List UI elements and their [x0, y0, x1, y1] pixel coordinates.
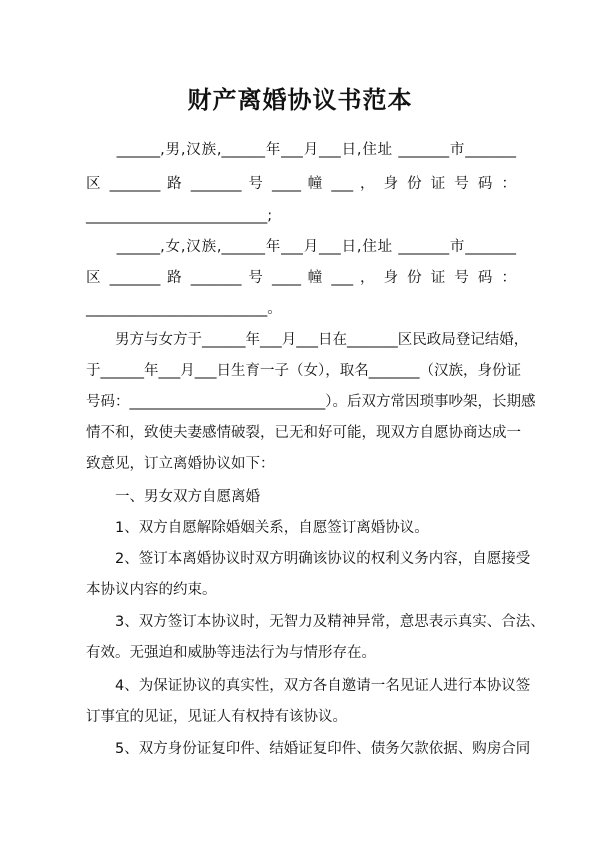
text-line-10: 情不和，致使夫妻感情破裂，已无和好可能，现双方自愿协商达成一 — [86, 425, 521, 441]
text-line-3: _________________________; — [86, 208, 273, 224]
clause-3-line-1: 3、双方签订本协议时，无智力及精神异常，意思表示真实、合法、 — [86, 614, 545, 630]
text-line-4: ______,女,汉族,______年___月___日,住址 _______市_______ — [86, 239, 516, 255]
clause-2-line-1: 2、签订本离婚协议时双方明确该协议的权利义务内容，自愿接受 — [86, 551, 531, 567]
text-line-1: ______,男,汉族,______年___月___日,住址 _______市_______ — [86, 142, 516, 158]
clause-1: 1、双方自愿解除婚姻关系，自愿签订离婚协议。 — [86, 520, 429, 536]
clause-3-line-2: 有效。无强迫和威胁等违法行为与情形存在。 — [86, 645, 376, 661]
document-title: 财产离婚协议书范本 — [187, 86, 413, 114]
text-line-7: 男方与女方于______年___月___日在_______区民政局登记结婚， — [86, 332, 529, 348]
text-line-6: _________________________。 — [86, 301, 282, 317]
text-line-8: 于______年___月___日生育一子（女），取名_______（汉族，身份证 — [86, 363, 521, 379]
clause-5-line-1: 5、双方身份证复印件、结婚证复印件、债务欠款依据、购房合同 — [86, 741, 531, 757]
section-heading: 一、男女双方自愿离婚 — [86, 489, 260, 505]
clause-4-line-2: 订事宜的见证，见证人有权持有该协议。 — [86, 709, 347, 725]
text-line-9: 号码：___________________________）。后双方常因琐事吵架，长期感 — [86, 394, 536, 410]
text-line-5: 区 _______ 路 _______ 号 ____ 幢 ___ ， 身 份 证 号 码 ： — [86, 270, 516, 286]
text-line-11: 致意见，订立离婚协议如下： — [86, 456, 275, 472]
clause-4-line-1: 4、为保证协议的真实性，双方各自邀请一名见证人进行本协议签 — [86, 678, 531, 694]
text-line-2: 区 _______ 路 _______ 号 ____ 幢 ___ ， 身 份 证 号 码 ： — [86, 176, 516, 192]
clause-2-line-2: 本协议内容的约束。 — [86, 582, 217, 598]
